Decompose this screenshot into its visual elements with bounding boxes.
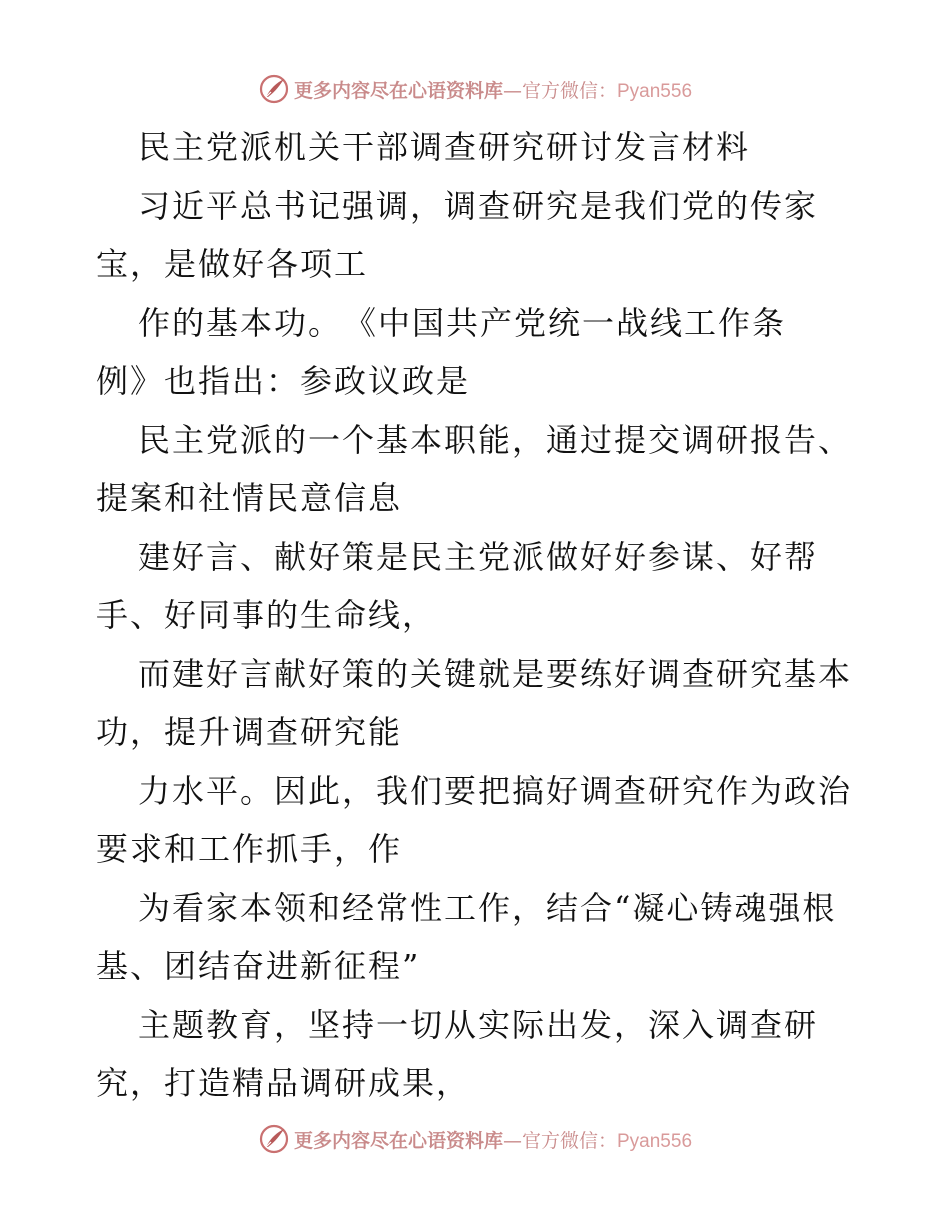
text-line: 功，提升调查研究能 bbox=[96, 713, 403, 751]
watermark-wechat-id: Pyan556 bbox=[617, 1130, 693, 1152]
watermark-dash: — bbox=[502, 1129, 522, 1152]
text-line: 手、好同事的生命线， bbox=[96, 596, 437, 634]
document-body bbox=[96, 118, 866, 1113]
text-line: 究，打造精品调研成果， bbox=[96, 1064, 471, 1102]
text-line: 力水平。因此，我们要把搞好调查研究作为政治 bbox=[138, 771, 853, 810]
text-line: 为看家本领和经常性工作，结合“凝心铸魂强根 bbox=[138, 888, 837, 927]
header-watermark bbox=[0, 72, 950, 106]
text-line: 而建好言献好策的关键就是要练好调查研究基本 bbox=[138, 654, 853, 693]
quill-pen-logo-icon bbox=[258, 1123, 290, 1155]
watermark-brand-text: 更多内容尽在心语资料库 bbox=[293, 79, 503, 102]
text-line: 例》也指出：参政议政是 bbox=[96, 362, 471, 400]
text-line: 作的基本功。 《中国共产党统一战线工作条 bbox=[138, 303, 787, 342]
text-line: 要求和工作抓手，作 bbox=[96, 830, 403, 868]
watermark-wechat-label: 官方微信： bbox=[521, 1129, 617, 1152]
watermark-brand-text: 更多内容尽在心语资料库 bbox=[293, 1129, 503, 1152]
footer-watermark bbox=[0, 1122, 950, 1156]
watermark-dash: — bbox=[502, 79, 522, 102]
text-line: 主题教育，坚持一切从实际出发，深入调查研 bbox=[138, 1005, 819, 1044]
text-line: 建好言、献好策是民主党派做好好参谋、好帮 bbox=[138, 537, 819, 576]
watermark-wechat-id: Pyan556 bbox=[617, 80, 693, 102]
text-line: 习近平总书记强调，调查研究是我们党的传家 bbox=[138, 186, 819, 225]
text-line: 提案和社情民意信息 bbox=[96, 479, 403, 517]
text-line: 民主党派的一个基本职能，通过提交调研报告、 bbox=[138, 420, 853, 459]
document-title-line: 民主党派机关干部调查研究研讨发言材料 bbox=[138, 128, 751, 166]
text-line: 基、团结奋进新征程” bbox=[96, 947, 421, 985]
quill-pen-logo-icon bbox=[258, 73, 290, 105]
text-line: 宝，是做好各项工 bbox=[96, 245, 369, 283]
watermark-wechat-label: 官方微信： bbox=[521, 79, 617, 102]
